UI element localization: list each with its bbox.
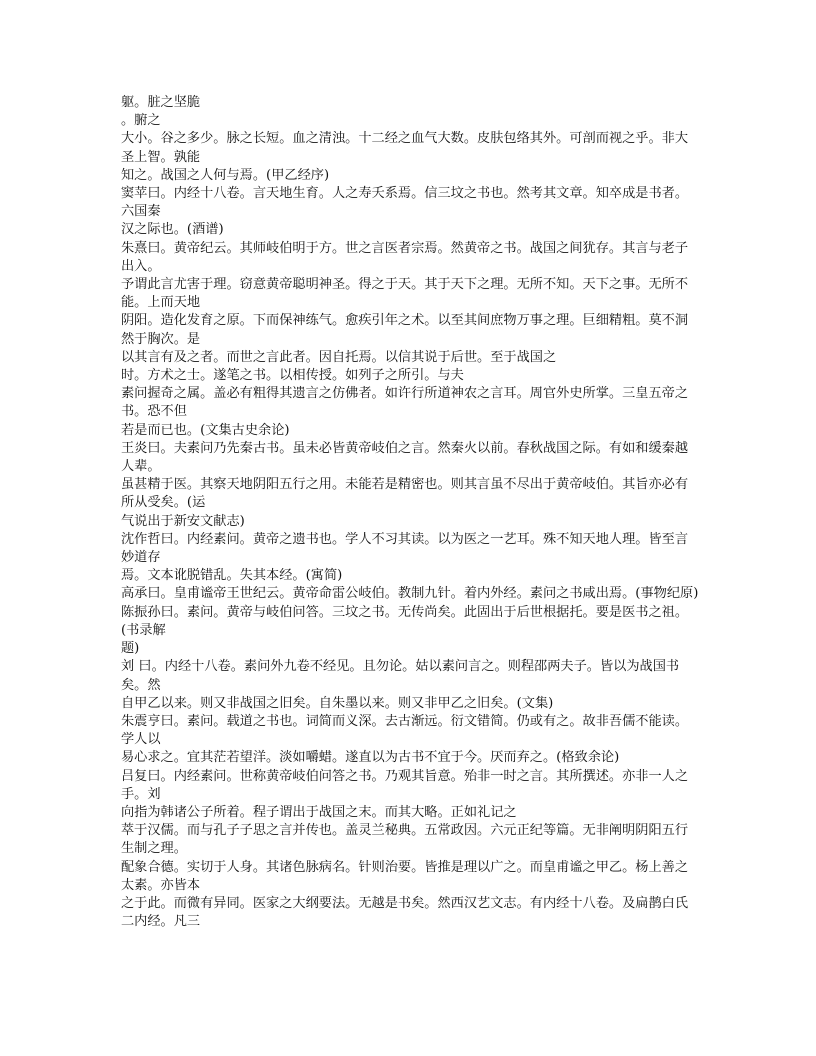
text-line: 题)	[121, 641, 140, 657]
text-line: 自甲乙以来。则又非战国之旧矣。自朱墨以来。则又非甲乙之旧矣。(文集)	[121, 695, 554, 711]
text-line: 朱熹曰。黄帝纪云。其师岐伯明于方。世之言医者宗焉。然黄帝之书。战国之间犹存。其言与老子出入。	[121, 240, 689, 274]
text-line: 朱震亨曰。素问。载道之书也。词简而义深。去古渐远。衍文错简。仍或有之。故非吾儒不能读。学人以	[121, 713, 689, 748]
document-page	[121, 94, 701, 931]
text-line: 高承曰。皇甫谧帝王世纪云。黄帝命雷公岐伯。教制九针。着内外经。素问之书咸出焉。(事物纪原)	[121, 586, 699, 602]
text-line: 知之。战国之人何与焉。(甲乙经序)	[121, 167, 330, 183]
text-line: 躯。脏之坚脆	[121, 95, 201, 110]
text-line: 陈振孙曰。素问。黄帝与岐伯问答。三坟之书。无传尚矣。此固出于后世根据托。要是医书之祖。(书录解	[121, 604, 689, 638]
text-line: 虽甚精于医。其察天地阴阳五行之用。未能若是精密也。则其言虽不尽出于黄帝岐伯。其旨亦必有所从受矣。(运	[121, 477, 689, 511]
text-line: 吕复曰。内经素问。世称黄帝岐伯问答之书。乃观其旨意。殆非一时之言。其所撰述。亦非一人之手。刘	[121, 768, 689, 802]
text-line: 窦苹曰。内经十八卷。言天地生育。人之寿夭系焉。信三坟之书也。然考其文章。知卒成是书者。六国秦	[121, 186, 689, 220]
text-line: 阴阳。造化发育之原。下而保神练气。愈疾引年之术。以至其间庶物万事之理。巨细精粗。莫不洞然于胸次。是	[121, 313, 689, 347]
text-line: 予谓此言尤害于理。窃意黄帝聪明神圣。得之于天。其于天下之理。无所不知。天下之事。无所不能。上而天地	[121, 277, 689, 311]
text-line: 。腑之	[121, 113, 161, 129]
text-line: 萃于汉儒。而与孔子子思之言并传也。盖灵兰秘典。五常政因。六元正纪等篇。无非阐明阴阳五行生制之理。	[121, 823, 689, 857]
text-line: 气说出于新安文献志)	[121, 513, 245, 529]
text-line: 向指为韩诸公子所着。程子谓出于战国之末。而其大略。正如礼记之	[121, 804, 517, 820]
text-line: 时。方术之士。遂笔之书。以相传授。如列子之所引。与夫	[121, 368, 464, 384]
text-line: 王炎曰。夫素问乃先秦古书。虽未必皆黄帝岐伯之言。然秦火以前。春秋战国之际。有如和缓秦越人辈。	[121, 440, 689, 475]
text-line: 之于此。而微有异同。医家之大纲要法。无越是书矣。然西汉艺文志。有内经十八卷。及扁鹊白氏二内经。凡三	[121, 895, 689, 930]
text-line: 汉之际也。(酒谱)	[121, 222, 224, 238]
text-line: 若是而已也。(文集古史余论)	[121, 422, 290, 438]
text-line: 焉。文本讹脱错乱。失其本经。(寓简)	[121, 568, 343, 584]
text-line: 素问握奇之属。盖必有粗得其遗言之仿佛者。如许行所道神农之言耳。周官外史所掌。三皇五帝之书。恐不但	[121, 386, 689, 420]
text-line: 易心求之。宜其茫若望洋。淡如嚼蜡。遂直以为古书不宜于今。厌而弃之。(格致余论)	[121, 750, 620, 766]
text-line: 大小。谷之多少。脉之长短。血之清浊。十二经之血气大数。皮肤包络其外。可剖而视之乎。非大圣上智。孰能	[121, 131, 689, 165]
text-line: 刘 曰。内经十八卷。素问外九卷不经见。且勿论。姑以素问言之。则程邵两夫子。皆以为战国书矣。然	[121, 659, 680, 693]
text-line: 配象合德。实切于人身。其诸色脉病名。针则治要。皆推是理以广之。而皇甫谧之甲乙。杨上善之太素。亦皆本	[121, 859, 689, 893]
text-line: 以其言有及之者。而世之言此者。因自托焉。以信其说于后世。至于战国之	[121, 349, 557, 365]
text-line: 沈作哲曰。内经素问。黄帝之遗书也。学人不习其读。以为医之一艺耳。殊不知天地人理。皆至言妙道存	[121, 531, 689, 566]
